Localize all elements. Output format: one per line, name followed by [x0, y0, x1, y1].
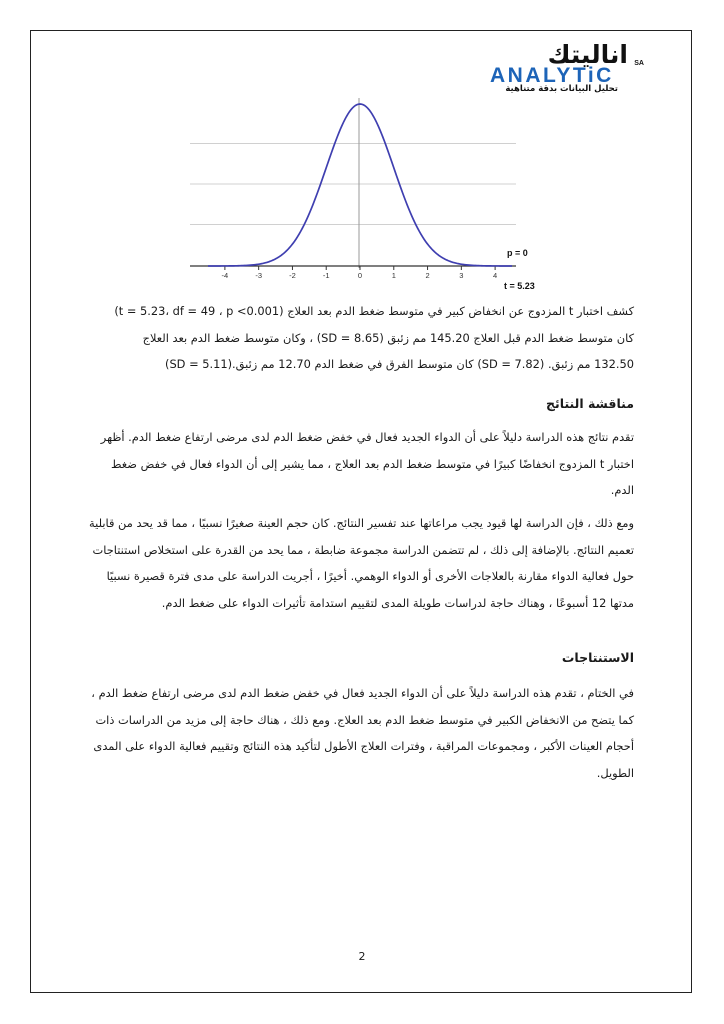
logo-english-name: ANALYTiC: [490, 64, 614, 87]
results-paragraph: [88, 304, 634, 384]
discussion-heading: مناقشة النتائج: [546, 396, 634, 411]
discussion-paragraph-2: ومع ذلك ، فإن الدراسة لها قيود يجب مراعاتها عند تفسير النتائج. كان حجم العينة صغيرًا نسبيًا ، مما قد يحد من قابلية تعميم النتائج. بالإضافة إلى ذلك ، لم تتضمن الدراسة مجموعة ضابطة ، مما يحد من القدرة على استخلاص استنتاجات حول فعالية الدواء مقارنة بالعلاجات الأخرى أو الدواء الوهمي. أخيرًا ، أجريت الدراسة على مدى فترة قصيرة نسبيًا مدتها 12 أسبوعًا ، وهناك حاجة لدراسات طويلة المدى لتقييم استدامة تأثيرات الدواء على ضغط الدم.: [89, 516, 634, 610]
logo-arabic-name: اناليتك: [547, 40, 628, 69]
company-logo: [484, 40, 644, 96]
conclusions-heading: الاستنتاجات: [561, 650, 634, 665]
conclusions-paragraph: في الختام ، تقدم هذه الدراسة دليلاً على أن الدواء الجديد فعال في خفض ضغط الدم لدى مرضى ارتفاع ضغط الدم ، كما يتضح من الانخفاض الكبير في متوسط ضغط الدم بعد العلاج. ومع ذلك ، هناك حاجة إلى مزيد من الدراسات ذات أحجام العينات الأكبر ، ومجموعات المراقبة ، وفترات العلاج الأطول لتأكيد هذه النتائج وتقييم فعالية الدواء على المدى الطويل.: [91, 686, 634, 780]
discussion-paragraph-1: تقدم نتائج هذه الدراسة دليلاً على أن الدواء الجديد فعال في خفض ضغط الدم لدى مرضى ارتفاع ضغط الدم. أظهر اختبار t المزدوج انخفاضًا كبيرًا في متوسط ضغط الدم بعد العلاج ، مما يشير إلى أن الدواء فعال في خفض ضغط الدم.: [100, 430, 634, 497]
x-tick-label: 2: [425, 271, 430, 280]
x-ticks: [222, 266, 498, 280]
chart-grid: [190, 144, 516, 225]
x-tick-label: 0: [357, 271, 363, 280]
logo-suffix: SA: [634, 60, 644, 67]
t-distribution-chart: [186, 98, 535, 296]
x-tick-label: -3: [255, 271, 263, 280]
logo-tagline: تحليل البيانات بدقة متناهية: [505, 84, 618, 94]
results-line-3: 132.50 مم زئبق. (SD = 7.82) كان متوسط الفرق في ضغط الدم 12.70 مم زئبق.(SD = 5.11): [165, 357, 634, 372]
density-curve: [208, 104, 512, 266]
results-line-2: كان متوسط ضغط الدم قبل العلاج 145.20 مم زئبق (SD = 8.65) ، وكان متوسط ضغط الدم بعد العلاج: [142, 330, 634, 345]
x-tick-label: 1: [391, 271, 396, 280]
page-number: 2: [358, 950, 366, 963]
x-tick-label: -2: [289, 271, 296, 280]
x-tick-label: -1: [322, 271, 330, 280]
x-tick-label: -4: [221, 271, 229, 280]
annotation-t-value: t = 5.23: [504, 281, 535, 291]
annotation-p-value: p = 0: [507, 248, 528, 258]
results-line-1: كشف اختبار t المزدوج عن انخفاض كبير في متوسط ضغط الدم بعد العلاج (t = 5.23، df = 49 ، p <0.001): [114, 304, 634, 318]
x-tick-label: 4: [493, 271, 498, 280]
x-tick-label: 3: [459, 271, 464, 280]
